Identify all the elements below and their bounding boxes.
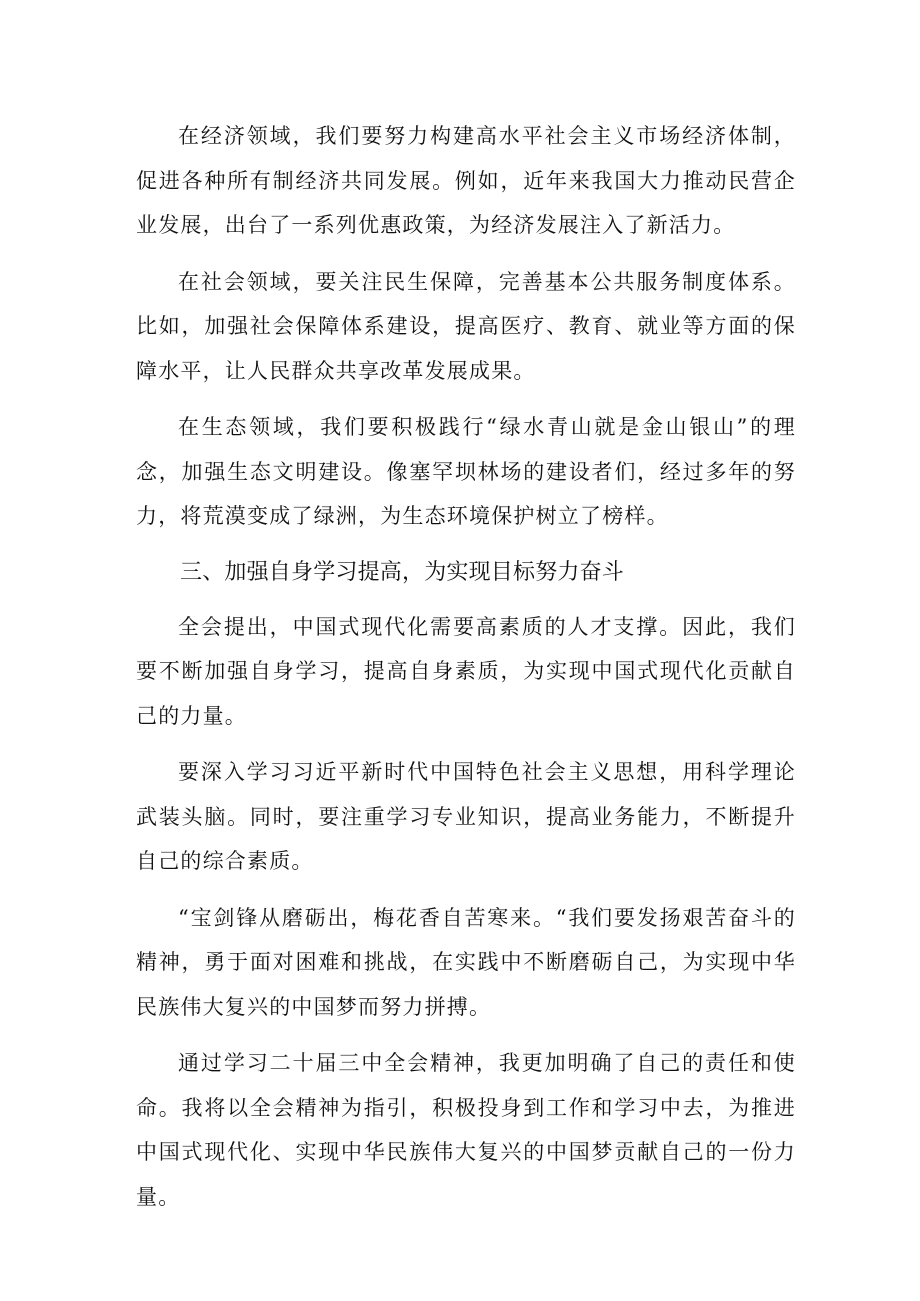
paragraph-study-thought: 要深入学习习近平新时代中国特色社会主义思想，用科学理论武装头脑。同时，要注重学习专业知识，提高业务能力，不断提升自己的综合素质。 (136, 760, 796, 873)
section-heading: 三、加强自身学习提高，为实现目标努力奋斗 (180, 559, 625, 585)
paragraph-conclusion: 通过学习二十届三中全会精神，我更加明确了自己的责任和使命。我将以全会精神为指引，积极投身到工作和学习中去，为推进中国式现代化、实现中华民族伟大复兴的中国梦贡献自己的一份力量。 (136, 1051, 796, 1209)
paragraph-struggle: “宝剑锋从磨砺出，梅花香自苦寒来。“我们要发扬艰苦奋斗的精神，勇于面对困难和挑战，在实践中不断磨砺自己，为实现中华民族伟大复兴的中国梦而努力拼搏。 (136, 905, 796, 1019)
document-body (136, 114, 796, 1231)
paragraph-society: 在社会领域，要关注民生保障，完善基本公共服务制度体系。比如，加强社会保障体系建设，提高医疗、教育、就业等方面的保障水平，让人民群众共享改革发展成果。 (136, 269, 796, 383)
paragraph-ecology: 在生态领域，我们要积极践行“绿水青山就是金山银山”的理念，加强生态文明建设。像塞罕坝林场的建设者们，经过多年的努力，将荒漠变成了绿洲，为生态环境保护树立了榜样。 (136, 415, 796, 528)
paragraph-economy: 在经济领域，我们要努力构建高水平社会主义市场经济体制，促进各种所有制经济共同发展。例如，近年来我国大力推动民营企业发展，出台了一系列优惠政策，为经济发展注入了新活力。 (136, 124, 796, 237)
paragraph-talent: 全会提出，中国式现代化需要高素质的人才支撑。因此，我们要不断加强自身学习，提高自身素质，为实现中国式现代化贡献自己的力量。 (136, 614, 796, 728)
